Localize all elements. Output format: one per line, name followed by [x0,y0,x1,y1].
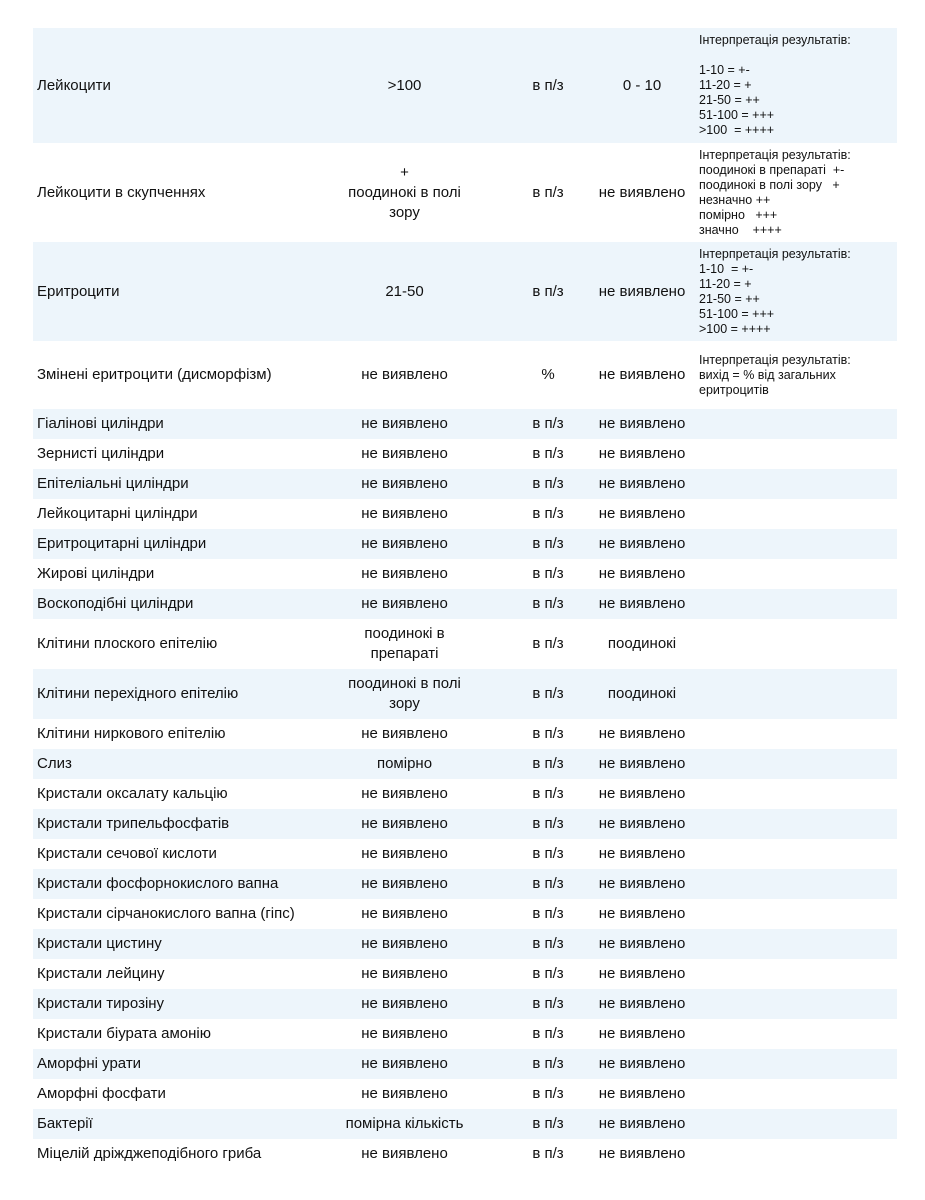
test-name: Гіалінові циліндри [37,415,164,432]
reference-value: не виявлено [598,725,686,742]
test-name: Еритроцити [37,282,120,300]
table-row [33,869,897,899]
test-name: Зернисті циліндри [37,445,165,462]
table-row [33,469,897,499]
test-name: Аморфні фосфати [37,1085,166,1102]
interpretation-line [699,48,897,63]
test-name: Клітини перехідного епітелію [37,685,239,702]
interpretation-line: 51-100 = +++ [699,108,775,122]
result-value-line: не виявлено [361,995,448,1012]
result-value [301,365,508,385]
result-value-line: помірна кількість [345,1115,464,1132]
interpretation-line: 21-50 = ++ [699,291,760,306]
table-row [33,899,897,929]
result-value-line: зору [389,695,420,712]
test-name: Кристали оксалату кальцію [37,785,228,802]
table-row [33,779,897,809]
unit: в п/з [532,685,564,702]
reference-value: не виявлено [598,445,686,462]
table-row [33,28,897,143]
test-name: Епітеліальні циліндри [37,475,189,492]
result-value-line: не виявлено [361,366,448,383]
test-name: Клітини плоского епітелію [37,635,218,652]
test-name: Лейкоцити в скупченнях [37,183,206,201]
test-name: Клітини ниркового епітелію [37,725,226,742]
result-value [301,1084,508,1104]
reference-value: не виявлено [598,1025,686,1042]
result-value [301,844,508,864]
reference-value: не виявлено [598,785,686,802]
result-value [301,414,508,434]
result-value-line: не виявлено [361,535,448,552]
result-value-line: поодинокі в полі [348,675,461,692]
table-row [33,1019,897,1049]
result-value-line: поодинокі в [364,625,445,642]
interpretation-line: 11-20 = + [699,276,752,291]
result-value [301,994,508,1014]
unit: в п/з [532,1145,564,1162]
table-row [33,1139,897,1169]
reference-value: не виявлено [598,595,686,612]
result-value [301,474,508,494]
reference-value: не виявлено [598,995,686,1012]
unit: в п/з [532,415,564,432]
table-row [33,749,897,779]
unit: в п/з [532,445,564,462]
interpretation-note [696,353,897,398]
unit: в п/з [532,785,564,802]
result-value [301,674,508,714]
reference-value: не виявлено [598,935,686,952]
interpretation-line: >100 = ++++ [699,123,775,137]
interpretation-line: помірно +++ [699,207,778,222]
result-value-line: не виявлено [361,1085,448,1102]
reference-value: не виявлено [598,905,686,922]
result-value-line: не виявлено [361,505,448,522]
unit: в п/з [532,875,564,892]
result-value [301,163,508,223]
interpretation-line: Інтерпретація результатів: [699,147,851,162]
test-name: Слиз [37,755,72,772]
result-value [301,754,508,774]
result-value [301,504,508,524]
result-value [301,964,508,984]
test-name: Жирові циліндри [37,565,155,582]
test-name: Кристали тирозіну [37,995,165,1012]
test-name: Лейкоцитарні циліндри [37,505,198,522]
unit: в п/з [532,1115,564,1132]
result-value [301,814,508,834]
result-value [301,784,508,804]
interpretation-line: >100 = ++++ [699,321,771,336]
test-name: Бактерії [37,1115,93,1132]
test-name: Кристали сечової кислоти [37,845,217,862]
unit: в п/з [532,595,564,612]
result-value-line: не виявлено [361,445,448,462]
test-name: Міцелій дріжджеподібного гриба [37,1145,262,1162]
result-value [301,444,508,464]
interpretation-line: 21-50 = ++ [699,93,760,107]
unit: в п/з [532,995,564,1012]
result-value-line: не виявлено [361,595,448,612]
interpretation-line: поодинокі в препараті +- [699,162,845,177]
result-value-line: не виявлено [361,965,448,982]
test-name: Кристали біурата амонію [37,1025,211,1042]
result-value-line: зору [389,203,420,221]
table-row [33,143,897,242]
unit: в п/з [532,1025,564,1042]
reference-value: не виявлено [598,965,686,982]
reference-value: не виявлено [598,815,686,832]
unit: в п/з [532,965,564,982]
result-value-line: не виявлено [361,565,448,582]
table-row [33,439,897,469]
table-row [33,719,897,749]
unit: в п/з [532,1085,564,1102]
table-row [33,1049,897,1079]
result-value-line: не виявлено [361,1145,448,1162]
result-value [301,904,508,924]
result-value-line: не виявлено [361,905,448,922]
interpretation-line: 11-20 = + [699,78,752,92]
result-value [301,1114,508,1134]
table-row [33,1079,897,1109]
test-name: Кристали лейцину [37,965,165,982]
unit: в п/з [532,565,564,582]
test-name: Аморфні урати [37,1055,142,1072]
table-row [33,409,897,439]
reference-value: не виявлено [598,1145,686,1162]
test-name: Еритроцитарні циліндри [37,535,207,552]
result-value-line: + [400,163,409,181]
interpretation-line: поодинокі в полі зору + [699,177,840,192]
reference-value: поодинокі [607,685,677,702]
table-row [33,559,897,589]
interpretation-line: 1-10 = +- [699,63,750,77]
result-value-line: не виявлено [361,1025,448,1042]
result-value-line: не виявлено [361,415,448,432]
result-value [301,594,508,614]
unit: в п/з [532,76,564,94]
result-value-line: препараті [370,645,439,662]
result-value [301,624,508,664]
table-row [33,242,897,341]
unit: в п/з [532,635,564,652]
table-row [33,989,897,1019]
result-value [301,534,508,554]
table-row [33,619,897,669]
test-name: Лейкоцити [37,76,111,94]
reference-value: не виявлено [598,183,686,201]
interpretation-note [696,33,897,138]
interpretation-line: еритроцитів [699,382,769,397]
test-name: Кристали цистину [37,935,162,952]
result-value [301,934,508,954]
reference-value: не виявлено [598,755,686,772]
interpretation-note [696,247,897,337]
reference-value: не виявлено [598,282,686,300]
result-value-line: 21-50 [385,282,424,300]
unit: в п/з [532,282,564,300]
reference-value: не виявлено [598,845,686,862]
reference-value: не виявлено [598,535,686,552]
test-name: Кристали фосфорнокислого вапна [37,875,279,892]
result-value-line: не виявлено [361,875,448,892]
urinalysis-results-table [33,28,897,1169]
reference-value: не виявлено [598,415,686,432]
result-value-line: не виявлено [361,725,448,742]
reference-value: поодинокі [607,635,677,652]
result-value-line: не виявлено [361,935,448,952]
unit: в п/з [532,505,564,522]
test-name: Воскоподібні циліндри [37,595,194,612]
unit: в п/з [532,535,564,552]
result-value-line: поодинокі в полі [348,183,461,201]
interpretation-line: Інтерпретація результатів: [699,246,851,261]
table-row [33,839,897,869]
reference-value: не виявлено [598,875,686,892]
unit: в п/з [532,815,564,832]
result-value-line: >100 [387,76,422,94]
table-row [33,529,897,559]
unit: в п/з [532,475,564,492]
unit: в п/з [532,725,564,742]
result-value-line: не виявлено [361,815,448,832]
test-name: Кристали трипельфосфатів [37,815,230,832]
reference-value: 0 - 10 [622,76,662,94]
result-value-line: не виявлено [361,475,448,492]
result-value-line: не виявлено [361,785,448,802]
interpretation-line: значно ++++ [699,222,782,237]
reference-value: не виявлено [598,366,686,383]
reference-value: не виявлено [598,1085,686,1102]
reference-value: не виявлено [598,1115,686,1132]
unit: в п/з [532,845,564,862]
table-row [33,959,897,989]
table-row [33,1109,897,1139]
result-value [301,1144,508,1164]
result-value [301,564,508,584]
interpretation-line: незначно ++ [699,192,771,207]
unit: % [541,366,555,383]
reference-value: не виявлено [598,505,686,522]
result-value [301,724,508,744]
test-name: Кристали сірчанокислого вапна (гіпс) [37,905,295,922]
table-row [33,589,897,619]
table-row [33,341,897,409]
result-value [301,1054,508,1074]
interpretation-note [696,148,897,238]
result-value [301,874,508,894]
interpretation-line: 51-100 = +++ [699,306,775,321]
unit: в п/з [532,1055,564,1072]
unit: в п/з [532,183,564,201]
table-row [33,809,897,839]
unit: в п/з [532,755,564,772]
interpretation-line: Інтерпретація результатів: [699,352,851,367]
table-row [33,669,897,719]
reference-value: не виявлено [598,1055,686,1072]
interpretation-line: вихід = % від загальних [699,367,836,382]
table-row [33,929,897,959]
result-value [301,76,508,96]
unit: в п/з [532,905,564,922]
result-value [301,1024,508,1044]
interpretation-line: 1-10 = +- [699,261,754,276]
result-value-line: помірно [376,755,433,772]
interpretation-line: Інтерпретація результатів: [699,33,851,47]
reference-value: не виявлено [598,475,686,492]
table-row [33,499,897,529]
test-name: Змінені еритроцити (дисморфізм) [37,366,272,383]
reference-value: не виявлено [598,565,686,582]
result-value-line: не виявлено [361,1055,448,1072]
result-value [301,282,508,302]
unit: в п/з [532,935,564,952]
result-value-line: не виявлено [361,845,448,862]
